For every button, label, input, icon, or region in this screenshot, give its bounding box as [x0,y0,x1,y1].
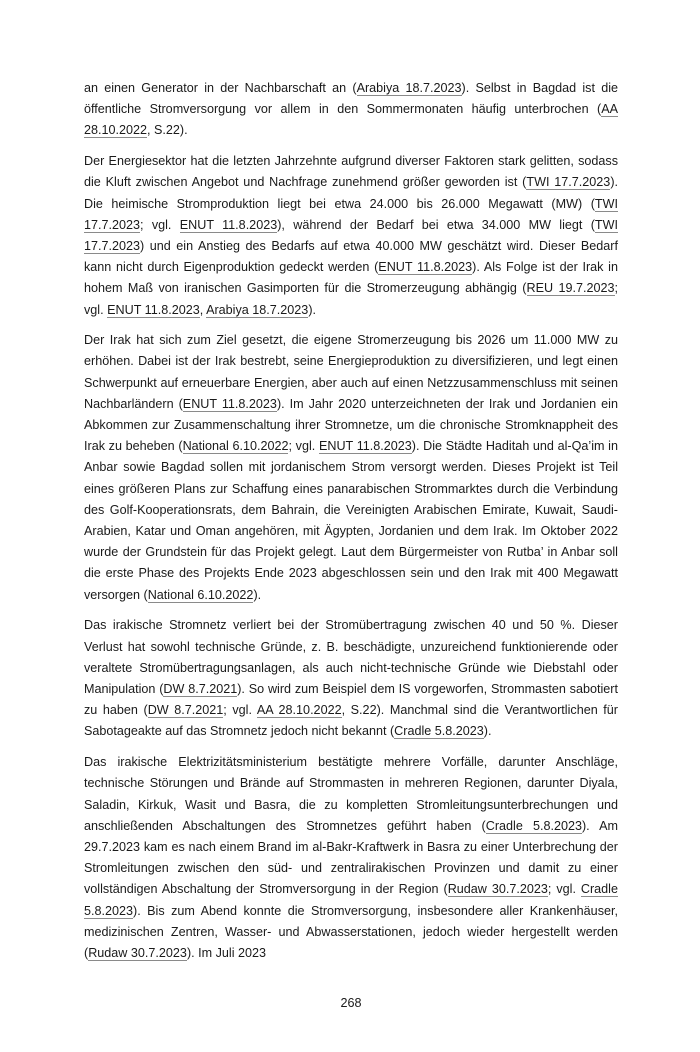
paragraph-text: Der Energiesektor hat die letzten Jahrzehnte aufgrund diverser Faktoren stark gelitten, sodass die Kluft zwischen Angebot und Nachfrage zunehmend größer geworden ist ( [84,154,618,190]
citation-link[interactable]: Rudaw 30.7.2023 [447,882,548,897]
paragraph-text: , [199,302,207,317]
paragraph-text: Der Irak hat sich zum Ziel gesetzt, die eigene Stromerzeugung bis 2026 um 11.000 MW zu erhöhen. Dabei ist der Irak bestrebt, seine Energieproduktion zu diversifizieren, und legt einen Schwerpunkt auf erneuerbare Energien, aber auch auf einen Netzzusammenschluss mit seinen Nachbarländern ( [84,333,618,411]
paragraph-text: , S.22). Manchmal sind die Verantwortlichen für Sabotageakte auf das Stromnetz jedoch nicht bekannt ( [84,703,618,739]
citation-link[interactable]: Rudaw 30.7.2023 [88,945,187,960]
paragraph-text: ). Im Jahr 2020 unterzeichneten der Irak und Jordanien ein Abkommen zur Zusammenschaltung ihrer Stromnetze, um die chronische Stromknappheit des Irak zu beheben ( [84,396,618,454]
citation-link[interactable]: ENUT 11.8.2023 [107,302,200,317]
citation-link[interactable]: National 6.10.2022 [147,587,254,602]
paragraph [84,78,618,142]
paragraph-text: ; vgl. [84,281,618,317]
citation-link[interactable]: AA 28.10.2022 [84,102,618,138]
paragraph-text: ). Die Städte Haditah und al-Qa’im in Anbar sowie Bagdad sollen mit jordanischem Strom versorgt werden. Dieses Projekt ist Teil eines größeren Plans zur Schaffung eines panarabischen Strommarktes durch die Verbindung des Golf-Kooperationsrats, dem Bahrain, die Vereinigten Arabischen Emirate, Kuwait, Saudi-Arabien, Katar und Oman angehören, mit Ägypten, Jordanien und dem Irak. Im Oktober 2022 wurde der Grundstein für das Projekt gelegt. Laut dem Bürgermeister von Rutba’ in Anbar soll die erste Phase des Projekts Ende 2023 abgeschlossen sein und den Irak mit 400 Megawatt versorgen ( [84,439,618,602]
citation-link[interactable]: Arabiya 18.7.2023 [206,302,309,317]
paragraph-text: ), während der Bedarf bei etwa 34.000 MW liegt ( [277,217,595,232]
paragraph [84,615,618,742]
citation-link[interactable]: TWI 17.7.2023 [84,217,618,253]
paragraph-text: ; vgl. [288,439,319,454]
paragraph-text: ). Selbst in Bagdad ist die öffentliche Stromversorgung vor allem in den Sommermonaten häufig unterbrochen ( [84,81,619,117]
paragraph-text: , S.22). [147,123,188,138]
paragraph-text: ; vgl. [140,217,180,232]
citation-link[interactable]: DW 8.7.2021 [163,681,238,696]
paragraph-text: ; vgl. [547,882,581,897]
paragraph-text: ; vgl. [223,703,257,718]
citation-link[interactable]: ENUT 11.8.2023 [318,439,412,454]
paragraph-text: ). Im Juli 2023 [186,945,267,960]
paragraph-text: ). [308,302,317,317]
paragraph-text: ). [483,724,492,739]
citation-link[interactable]: Cradle 5.8.2023 [485,818,582,833]
paragraph-text: ). Bis zum Abend konnte die Stromversorgung, insbesondere aller Krankenhäuser, medizinischen Zentren, Wasser- und Abwasserstationen, jedoch wieder hergestellt werden ( [84,903,618,960]
paragraph [84,151,618,321]
citation-link[interactable]: Cradle 5.8.2023 [394,724,484,739]
page-number: 268 [340,996,362,1011]
citation-link[interactable]: DW 8.7.2021 [147,703,224,718]
paragraph-text: an einen Generator in der Nachbarschaft an ( [84,81,357,95]
citation-link[interactable]: Cradle 5.8.2023 [84,882,618,918]
paragraph-text: ). Am 29.7.2023 kam es nach einem Brand im al-Bakr-Kraftwerk in Basra zu einer Unterbrechung der Stromleitungen zwischen den süd- und zentralirakischen Provinzen und damit zu einer vollständigen Abschaltung der Stromversorgung in der Region ( [84,818,618,897]
citation-link[interactable]: REU 19.7.2023 [526,281,615,296]
paragraph-text: Das irakische Stromnetz verliert bei der Stromübertragung zwischen 40 und 50 %. Dieser Verlust hat sowohl technische Gründe, z. B. beschädigte, unzureichend funktionierende oder veraltete Stromübertragungsanlagen, als auch nicht-technische Gründe wie Diebstahl oder Manipulation ( [84,618,618,696]
paragraph-text: ). So wird zum Beispiel dem IS vorgeworfen, Strommasten sabotiert zu haben ( [84,681,618,718]
citation-link[interactable]: AA 28.10.2022 [256,703,342,718]
paragraph-text: ). Die heimische Stromproduktion liegt bei etwa 24.000 bis 26.000 Megawatt (MW) ( [84,175,619,211]
paragraph-text: ). [253,587,262,602]
citation-link[interactable]: TWI 17.7.2023 [526,175,611,190]
citation-link[interactable]: Arabiya 18.7.2023 [356,81,462,95]
citation-link[interactable]: ENUT 11.8.2023 [378,260,473,275]
paragraph-text: ) und ein Anstieg des Bedarfs auf etwa 40.000 MW geschätzt wird. Dieser Bedarf kann nicht durch Eigenproduktion gedeckt werden ( [84,238,618,275]
citation-link[interactable]: ENUT 11.8.2023 [182,396,277,411]
citation-link[interactable]: ENUT 11.8.2023 [179,217,278,232]
paragraph-text: Das irakische Elektrizitätsministerium bestätigte mehrere Vorfälle, darunter Anschläge, technische Störungen und Brände auf Strommasten in mehreren Regionen, darunter Diyala, Saladin, Kirkuk, Wasit und Basra, die zu kompletten Stromleitungsunterbrechungen und anschließenden Abschaltungen des Stromnetzes geführt haben ( [84,755,618,833]
paragraph [84,330,618,606]
paragraph-text: ). Als Folge ist der Irak in hohem Maß von iranischen Gasimporten für die Stromerzeugung abhängig ( [84,260,618,296]
document-body [84,78,618,964]
paragraph [84,752,618,964]
citation-link[interactable]: TWI 17.7.2023 [84,196,618,232]
citation-link[interactable]: National 6.10.2022 [182,439,289,454]
